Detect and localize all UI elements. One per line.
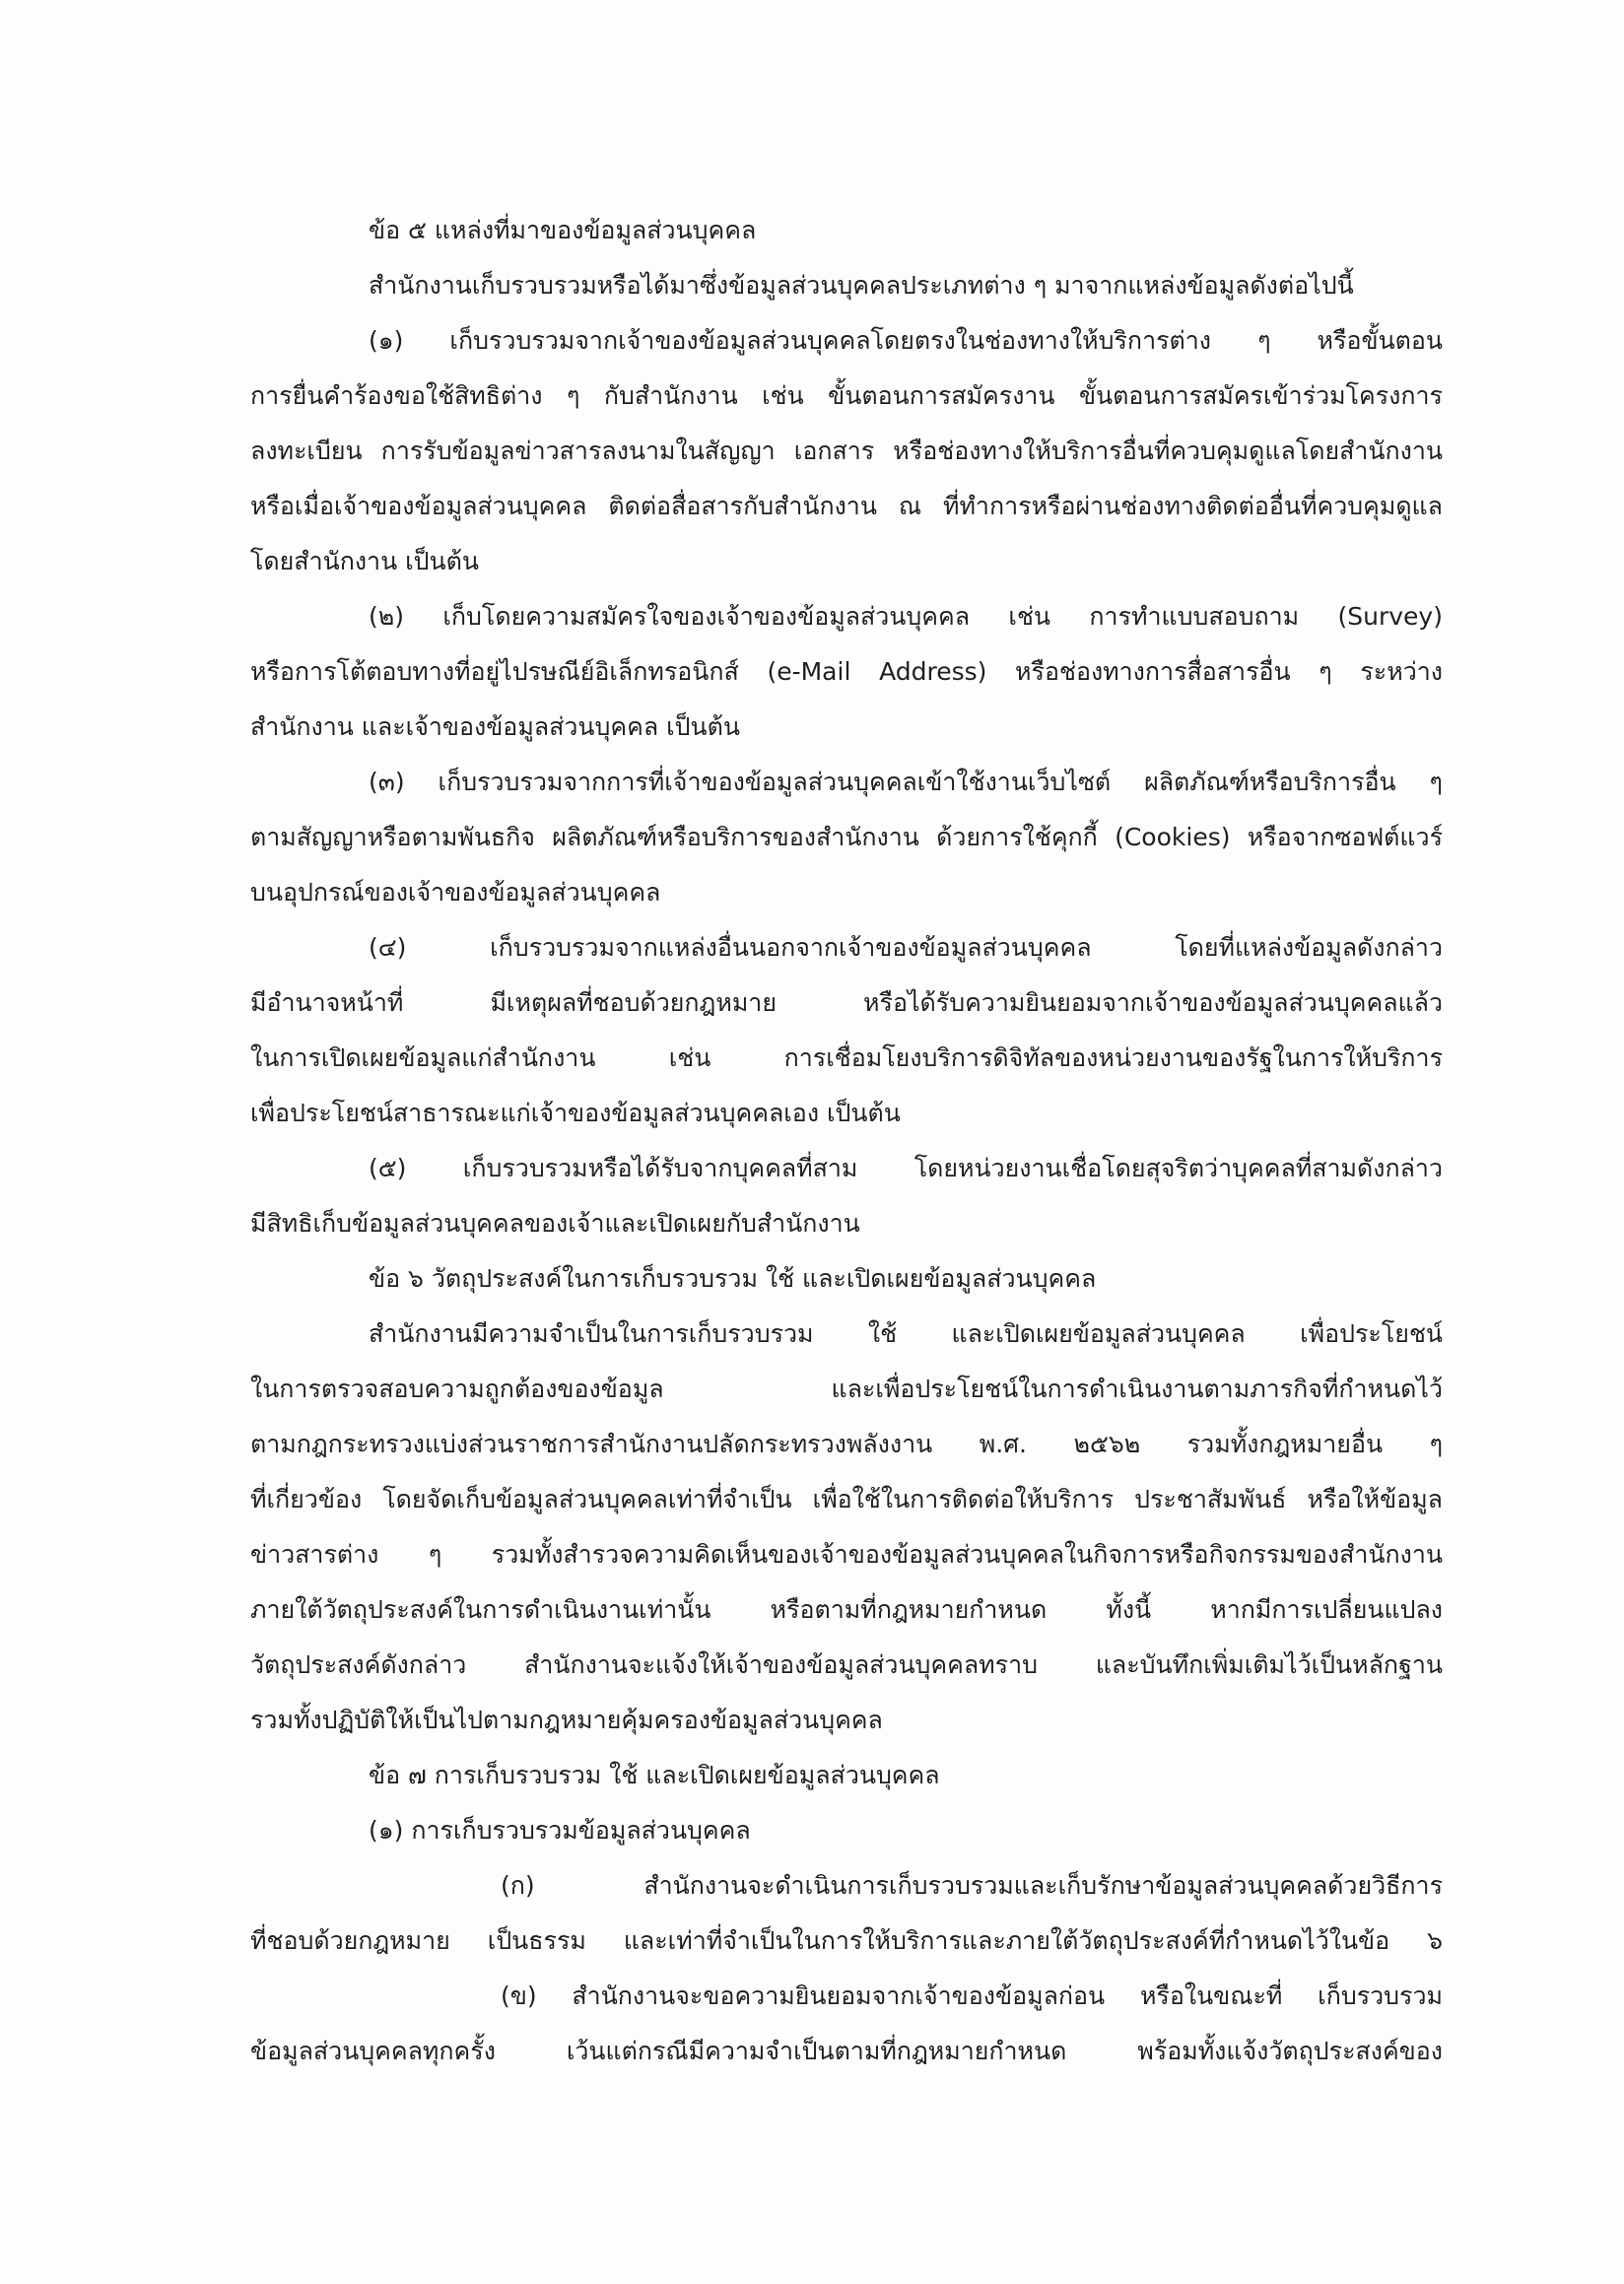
text-line: หรือเมื่อเจ้าของข้อมูลส่วนบุคคล ติดต่อสื่อสารกับสำนักงาน ณ ที่ทำการหรือผ่านช่องทางติดต่ออื่นที่ควบคุมดูแล: [250, 492, 1443, 520]
text-line: มีสิทธิเก็บข้อมูลส่วนบุคคลของเจ้าและเปิดเผยกับสำนักงาน: [250, 1209, 860, 1238]
text-line: ตามกฎกระทรวงแบ่งส่วนราชการสำนักงานปลัดกระทรวงพลังงาน พ.ศ. ๒๕๖๒ รวมทั้งกฎหมายอื่น ๆ: [250, 1430, 1443, 1458]
text-line: วัตถุประสงค์ดังกล่าว สำนักงานจะแจ้งให้เจ้าของข้อมูลส่วนบุคคลทราบ และบันทึกเพิ่มเติมไว้เป็นหลักฐาน: [250, 1650, 1443, 1679]
text-line: เพื่อประโยชน์สาธารณะแก่เจ้าของข้อมูลส่วนบุคคลเอง เป็นต้น: [250, 1099, 901, 1127]
text-line: (ก) สำนักงานจะดำเนินการเก็บรวบรวมและเก็บรักษาข้อมูลส่วนบุคคลด้วยวิธีการ: [501, 1871, 1443, 1900]
text-line: สำนักงาน และเจ้าของข้อมูลส่วนบุคคล เป็นต้น: [250, 712, 740, 741]
text-line: ในการตรวจสอบความถูกต้องของข้อมูล และเพื่อประโยชน์ในการดำเนินงานตามภารกิจที่กำหนดไว้: [250, 1375, 1443, 1403]
text-line: ข้อ ๗ การเก็บรวบรวม ใช้ และเปิดเผยข้อมูลส่วนบุคคล: [369, 1761, 940, 1789]
text-line: ข่าวสารต่าง ๆ รวมทั้งสำรวจความคิดเห็นของเจ้าของข้อมูลส่วนบุคคลในกิจการหรือกิจกรรมของสำนักงาน: [250, 1540, 1443, 1569]
text-line: ข้อ ๕ แหล่งที่มาของข้อมูลส่วนบุคคล: [369, 216, 757, 244]
text-line: สำนักงานเก็บรวบรวมหรือได้มาซึ่งข้อมูลส่วนบุคคลประเภทต่าง ๆ มาจากแหล่งข้อมูลดังต่อไปนี้: [369, 271, 1354, 300]
text-line: การยื่นคำร้องขอใช้สิทธิต่าง ๆ กับสำนักงาน เช่น ขั้นตอนการสมัครงาน ขั้นตอนการสมัครเข้าร่วมโครงการ: [250, 381, 1443, 410]
text-line: สำนักงานมีความจำเป็นในการเก็บรวบรวม ใช้ และเปิดเผยข้อมูลส่วนบุคคล เพื่อประโยชน์: [369, 1319, 1443, 1348]
text-line: (๑) เก็บรวบรวมจากเจ้าของข้อมูลส่วนบุคคลโดยตรงในช่องทางให้บริการต่าง ๆ หรือขั้นตอน: [369, 326, 1443, 355]
text-line: (๒) เก็บโดยความสมัครใจของเจ้าของข้อมูลส่วนบุคคล เช่น การทำแบบสอบถาม (Survey): [369, 602, 1443, 631]
text-line: (๔) เก็บรวบรวมจากแหล่งอื่นนอกจากเจ้าของข้อมูลส่วนบุคคล โดยที่แหล่งข้อมูลดังกล่าว: [369, 933, 1443, 962]
text-line: ลงทะเบียน การรับข้อมูลข่าวสารลงนามในสัญญา เอกสาร หรือช่องทางให้บริการอื่นที่ควบคุมดูแลโดยสำนักงาน: [250, 437, 1443, 465]
text-line: (๑) การเก็บรวบรวมข้อมูลส่วนบุคคล: [369, 1816, 751, 1845]
text-line: (๕) เก็บรวบรวมหรือได้รับจากบุคคลที่สาม โดยหน่วยงานเชื่อโดยสุจริตว่าบุคคลที่สามดังกล่าว: [369, 1154, 1443, 1182]
text-line: (๓) เก็บรวบรวมจากการที่เจ้าของข้อมูลส่วนบุคคลเข้าใช้งานเว็บไซต์ ผลิตภัณฑ์หรือบริการอื่น ๆ: [369, 768, 1443, 796]
text-line: โดยสำนักงาน เป็นต้น: [250, 547, 479, 575]
text-line: ที่เกี่ยวข้อง โดยจัดเก็บข้อมูลส่วนบุคคลเท่าที่จำเป็น เพื่อใช้ในการติดต่อให้บริการ ประชาสัมพันธ์ หรือให้ข้อมูล: [250, 1485, 1443, 1513]
document-body: [250, 203, 1443, 2079]
text-line: หรือการโต้ตอบทางที่อยู่ไปรษณีย์อิเล็กทรอนิกส์ (e-Mail Address) หรือช่องทางการสื่อสารอื่น ๆ ระหว่าง: [250, 657, 1443, 686]
text-line: ที่ชอบด้วยกฎหมาย เป็นธรรม และเท่าที่จำเป็นในการให้บริการและภายใต้วัตถุประสงค์ที่กำหนดไว้ในข้อ ๖: [250, 1926, 1443, 1955]
text-line: ในการเปิดเผยข้อมูลแก่สำนักงาน เช่น การเชื่อมโยงบริการดิจิทัลของหน่วยงานของรัฐในการให้บริการ: [250, 1043, 1443, 1072]
text-line: มีอำนาจหน้าที่ มีเหตุผลที่ชอบด้วยกฎหมาย หรือได้รับความยินยอมจากเจ้าของข้อมูลส่วนบุคคลแล้ว: [250, 988, 1443, 1017]
text-line: รวมทั้งปฏิบัติให้เป็นไปตามกฎหมายคุ้มครองข้อมูลส่วนบุคคล: [250, 1706, 883, 1734]
text-line: ข้อ ๖ วัตถุประสงค์ในการเก็บรวบรวม ใช้ และเปิดเผยข้อมูลส่วนบุคคล: [369, 1264, 1097, 1293]
text-line: บนอุปกรณ์ของเจ้าของข้อมูลส่วนบุคคล: [250, 878, 661, 907]
text-line: ข้อมูลส่วนบุคคลทุกครั้ง เว้นแต่กรณีมีความจำเป็นตามที่กฎหมายกำหนด พร้อมทั้งแจ้งวัตถุประสงค์ของ: [250, 2037, 1443, 2065]
text-line: (ข) สำนักงานจะขอความยินยอมจากเจ้าของข้อมูลก่อน หรือในขณะที่ เก็บรวบรวม: [501, 1982, 1443, 2010]
text-line: ภายใต้วัตถุประสงค์ในการดำเนินงานเท่านั้น หรือตามที่กฎหมายกำหนด ทั้งนี้ หากมีการเปลี่ยนแปลง: [250, 1595, 1443, 1624]
text-line: ตามสัญญาหรือตามพันธกิจ ผลิตภัณฑ์หรือบริการของสำนักงาน ด้วยการใช้คุกกี้ (Cookies) หรือจากซอฟต์แวร์: [250, 823, 1443, 851]
